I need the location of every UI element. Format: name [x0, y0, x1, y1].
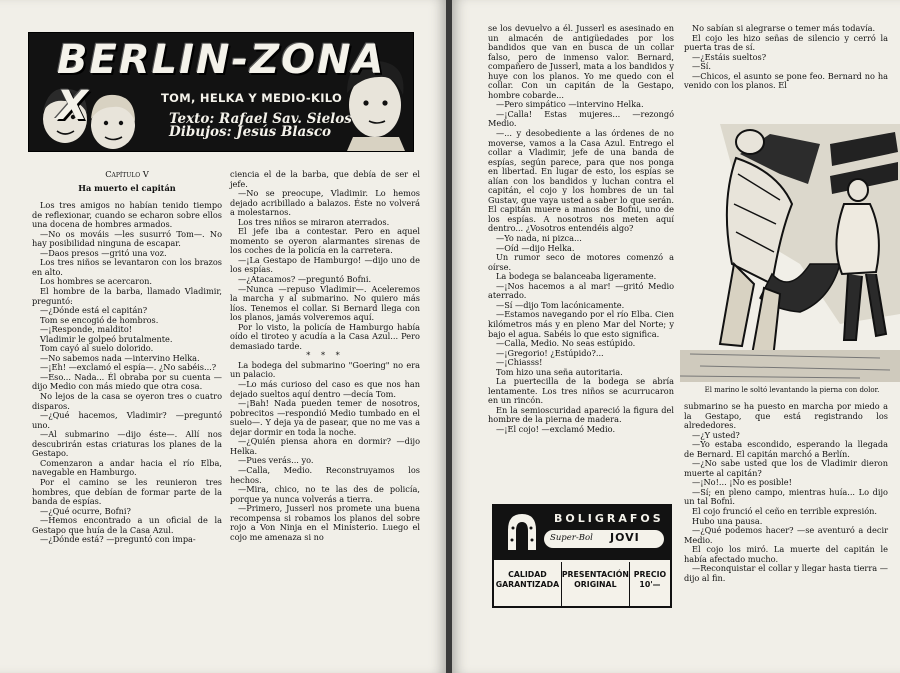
paragraph: No sabían si alegrarse o temer más todavía. — [692, 23, 876, 33]
paragraph: —Chicos, el asunto se pone feo. Bernard no ha venido con los planos. El — [684, 70, 888, 91]
paragraph: —¿Qué podemos hacer? —se aventuró a decir Medio. — [684, 525, 888, 545]
right-column-1 — [488, 24, 674, 435]
paragraph: —¡Responde, maldito! — [40, 324, 133, 335]
paragraph: Los tres niños se levantaron con los brazos en alto. — [32, 257, 222, 277]
paragraph: —Calla, Medio. No seas estúpido. — [496, 338, 636, 349]
ad-features — [494, 562, 670, 606]
paragraph: —¿Dónde está? —preguntó con impa- — [40, 534, 196, 545]
paragraph: —Al submarino —dijo éste—. Allí nos descubrirán estas criaturas los planes de la Gestapo. — [32, 429, 222, 459]
paragraph: Hubo una pausa. — [692, 515, 763, 526]
horseshoe-logo-icon — [500, 510, 544, 556]
section-break: * * * — [306, 350, 344, 361]
left-column-1 — [32, 170, 222, 545]
paragraph: El cojo les hizo señas de silencio y cerró la puerta tras de sí. — [684, 32, 888, 53]
chapter-number: Capítulo V — [105, 169, 149, 179]
credits-art: Dibujos: Jesús Blasco — [169, 124, 332, 140]
paragraph: Tom se encogió de hombros. — [40, 314, 159, 325]
story-header-banner — [28, 32, 414, 152]
paragraph: —Hemos encontrado a un oficial de la Gestapo que huía de la Casa Azul. — [32, 515, 222, 535]
right-column-2-top — [684, 24, 888, 91]
paragraph: —Oíd —dijo Helka. — [496, 242, 575, 253]
ad-name: JOVI — [610, 531, 640, 544]
ad-header — [494, 506, 670, 560]
paragraph: —Sí; en pleno campo, mientras huía... Lo dijo un tal Bofni. — [684, 486, 888, 507]
paragraph: —Primero, Jusserl nos promete una buena recompensa si robamos los planos del sobre rojo a Von Ninja en el Ministerio. Luego el cojo me amenaza si no — [230, 503, 420, 542]
paragraph: —Sí —dijo Tom lacónicamente. — [496, 299, 625, 310]
paragraph: —¡Nos hacemos a al mar! —gritó Medio aterrado. — [488, 280, 674, 301]
paragraph: —Reconquistar el collar y llegar hasta tierra —dijo al fin. — [684, 563, 888, 583]
right-page — [452, 0, 900, 673]
paragraph: —Eso... Nada... Él obraba por su cuenta —dijo Medio con más miedo que otra cosa. — [32, 371, 222, 392]
paragraph: La puertecilla de la bodega se abría lentamente. Los tres niños se acurrucaron en un rincón. — [488, 376, 674, 406]
illustration-caption: El marino le soltó levantando la pierna con dolor. — [704, 386, 880, 394]
paragraph: ciencia el de la barba, que debía de ser el jefe. — [230, 169, 420, 189]
paragraph: —Nunca —repuso Vladimir—. Aceleremos la marcha y al submarino. No quiero más líos. Tenemos el collar. Si Bernard llega con los planos, jamás volveremos aquí. — [230, 283, 420, 323]
paragraph: —No sabemos nada —intervino Helka. — [40, 352, 200, 363]
jovi-pen-advertisement — [492, 504, 672, 608]
paragraph: Vladimir le golpeó brutalmente. — [40, 333, 173, 344]
paragraph: El jefe iba a contestar. Pero en aquel momento se oyeron alarmantes sirenas de los coches de la policía en la carretera. — [230, 226, 420, 256]
sailor-and-boy-illustration — [680, 114, 900, 382]
paragraph: Por el camino se les reunieron tres hombres, que debían de formar parte de la banda de espías. — [32, 476, 222, 507]
paragraph: —Pero simpático —intervino Helka. — [496, 99, 644, 110]
paragraph: —No os mováis —les susurró Tom—. No hay posibilidad ninguna de escapar. — [32, 228, 222, 249]
paragraph: —¡El cojo! —exclamó Medio. — [496, 423, 616, 434]
ad-price: PRECIO 10'— — [633, 570, 667, 589]
paragraph: se los devuelvo a él. Jusserl es asesinado en un almacén de antigüedades por los bandidos que van en busca de un collar falso, pero de inmenso valor. Bernard, compañero de Jusserl, mata a los bandidos y huye con los planos. Yo me quedo con el collar. Con un capitán de la Gestapo, hombre cobarde... — [488, 23, 674, 100]
paragraph: —Sí. — [692, 61, 712, 72]
paragraph: Comenzaron a andar hacia el río Elba, navegable en Hamburgo. — [32, 457, 222, 478]
paragraph: —Estamos navegando por el río Elba. Cien kilómetros más y en pleno Mar del Norte; y bajo el agua. Sabéis lo que esto significa. — [488, 309, 674, 339]
paragraph: —¿Y usted? — [692, 429, 740, 440]
paragraph: —¡Bah! Nada pueden temer de nosotros, pobrecitos —respondió Medio tumbado en el suelo—. Y deja ya de pasear, que no me vas a dejar dormir en toda la noche. — [230, 398, 420, 437]
ad-quality: CALIDAD GARANTIZADA — [494, 562, 562, 606]
paragraph: —¿Qué ocurre, Bofni? — [40, 505, 131, 516]
story-credits — [169, 113, 352, 139]
story-subtitle: TOM, HELKA Y MEDIO-KILO — [161, 91, 343, 105]
paragraph: Los hombres se acercaron. — [40, 276, 153, 287]
paragraph: —¡Calla! Estas mujeres... —rezongó Medio. — [488, 108, 674, 129]
paragraph: Por lo visto, la policía de Hamburgo había oído el tiroteo y acudía a la Casa Azul... Pero demasiado tarde. — [230, 321, 420, 351]
right-column-2-bottom — [684, 402, 888, 583]
paragraph: El hombre de la barba, llamado Vladimir, preguntó: — [32, 286, 222, 306]
paragraph: —¡No!... ¡No es posible! — [692, 477, 792, 488]
ad-brand: BOLIGRAFOS — [554, 512, 664, 525]
paragraph: —Calla, Medio. Reconstruyamos los hechos. — [230, 464, 420, 485]
paragraph: submarino se ha puesto en marcha por miedo a la Gestapo, que está registrando los alrededores. — [684, 401, 888, 431]
paragraph: —¿Dónde está el capitán? — [40, 305, 148, 316]
paragraph: Tom hizo una seña autoritaria. — [496, 366, 623, 377]
left-page — [0, 0, 446, 673]
paragraph: —¿Quién piensa ahora en dormir? —dijo Helka. — [230, 436, 420, 456]
paragraph: —¿Atacamos? —preguntó Bofni. — [238, 274, 372, 285]
paragraph: —Yo estaba escondido, esperando la llegada de Bernard. El capitán marchó a Berlín. — [684, 439, 888, 459]
paragraph: —¡La Gestapo de Hamburgo! —dijo uno de los espías. — [230, 254, 420, 275]
paragraph: No lejos de la casa se oyeron tres o cuatro disparos. — [32, 391, 222, 411]
left-column-2 — [230, 170, 420, 542]
paragraph: Los tres niños se miraron aterrados. — [238, 216, 390, 227]
paragraph: —¿Qué hacemos, Vladimir? —preguntó uno. — [32, 410, 222, 430]
paragraph: La bodega del submarino "Goering" no era un palacio. — [230, 359, 420, 380]
paragraph: —¡Gregorio! ¿Estúpido?... — [496, 347, 604, 358]
paragraph: —¿No sabe usted que los de Vladimir dieron muerte al capitán? — [684, 458, 888, 478]
paragraph: En la semioscuridad apareció la figura del hombre de la pierna de madera. — [488, 404, 674, 425]
paragraph: El cojo los miró. La muerte del capitán le había afectado mucho. — [684, 544, 888, 564]
paragraph: —¿Estáis sueltos? — [692, 51, 767, 62]
paragraph: El cojo frunció el ceño en terrible expresión. — [692, 506, 878, 517]
story-title: BERLIN-ZONA X — [57, 37, 386, 129]
credits-text: Texto: Rafael Sav. Sielos — [169, 111, 352, 127]
paragraph: Tom cayó al suelo dolorido. — [40, 343, 154, 354]
paragraph: Un rumor seco de motores comenzó a oírse. — [488, 252, 674, 272]
paragraph: —No se preocupe, Vladimir. Lo hemos dejado acribillado a balazos. Éste no volverá a molestarnos. — [230, 188, 420, 218]
paragraph: —... y desobediente a las órdenes de no moverse, vamos a la Casa Azul. Entrego el collar a Vladimir, jefe de una banda de espías, según parece, para que nos ponga en libertad. En lugar de esto, los espías se alían con los bandidos y luchan contra el capitán, el cojo y los hombres de un tal Gustav, que vaya usted a saber lo que serán. El capitán muere a manos de Bofni, uno de los espías. A nosotros nos meten aquí dentro... ¿Vosotros entendéis algo? — [488, 128, 674, 234]
paragraph: —Lo más curioso del caso es que nos han dejado sueltos aquí dentro —decía Tom. — [230, 379, 420, 399]
ad-presentation: PRESENTACIÓN ORIGINAL — [562, 562, 630, 606]
paragraph: —Yo nada, ni pizca... — [496, 233, 582, 244]
paragraph: —¡Chiasss! — [496, 357, 543, 368]
paragraph: —Pues verás... yo. — [238, 455, 314, 466]
paragraph: —Mira, chico, no te las des de policía, porque ya nunca volverás a tierra. — [230, 484, 420, 504]
ad-model: Super-Bol — [550, 533, 593, 543]
chapter-title: Ha muerto el capitán — [78, 182, 176, 193]
paragraph: La bodega se balanceaba ligeramente. — [496, 271, 657, 282]
paragraph: —Daos presos —gritó una voz. — [40, 247, 167, 258]
paragraph: —¡Eh! —exclamó el espía—. ¿No sabéis...? — [40, 362, 217, 373]
paragraph: Los tres amigos no habían tenido tiempo de reflexionar, cuando se echaron sobre ellos una docena de hombres armados. — [32, 200, 222, 230]
